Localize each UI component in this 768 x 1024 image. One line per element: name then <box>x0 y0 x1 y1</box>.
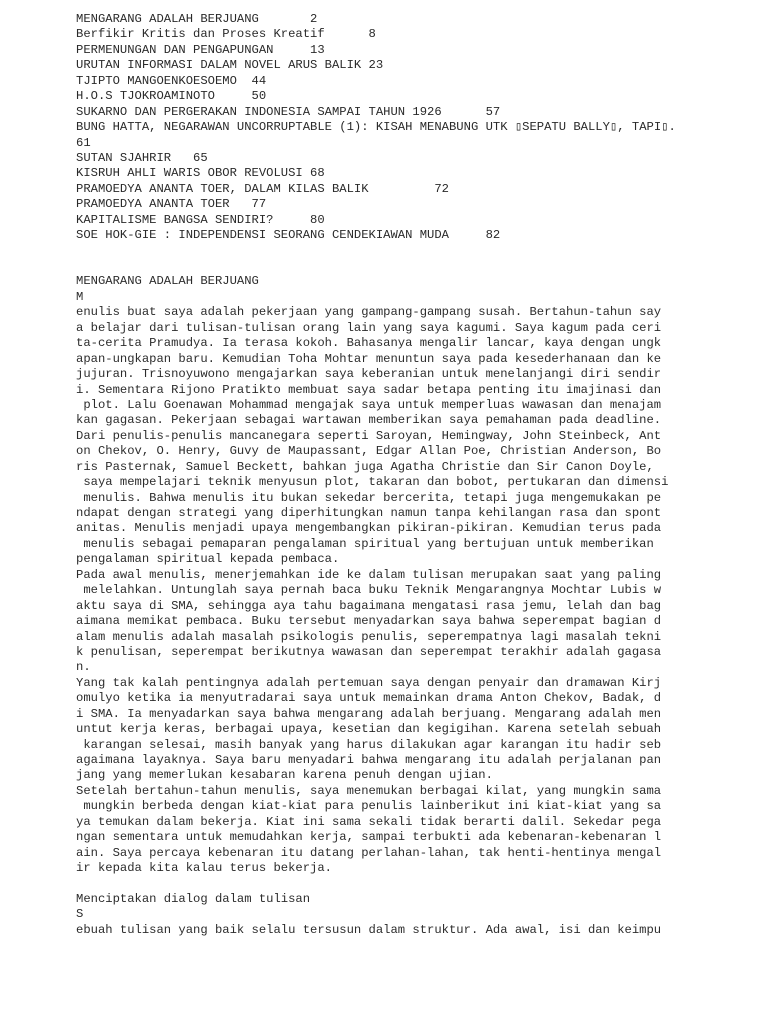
body-line: jang yang memerlukan kesabaran karena penuh dengan ujian. <box>76 768 493 783</box>
body-line: ngan sementara untuk memudahkan kerja, sampai terbukti ada kebenaran-kebenaran l <box>76 830 662 845</box>
body-line: Dari penulis-penulis mancanegara seperti Saroyan, Hemingway, John Steinbeck, Ant <box>76 428 662 443</box>
body-line: saya mempelajari teknik menyusun plot, takaran dan bobot, pertukaran dan dimensi <box>76 475 669 490</box>
body-line: menulis. Bahwa menulis itu bukan sekedar bercerita, tetapi juga mengemukakan pe <box>76 490 662 505</box>
body-line: ain. Saya percaya kebenaran itu datang perlahan-lahan, tak henti-hentinya mengal <box>76 845 662 860</box>
body-line: on Chekov, O. Henry, Guvy de Maupassant, Edgar Allan Poe, Christian Anderson, Bo <box>76 444 662 459</box>
body-line: pengalaman spiritual kepada pembaca. <box>76 552 340 567</box>
body-line: ta-cerita Pramudya. Ia terasa kokoh. Bahasanya mengalir lancar, kaya dengan ungk <box>76 336 662 351</box>
body-line: n. <box>76 660 91 675</box>
toc-entry: TJIPTO MANGOENKOESOEMO 44 <box>76 73 267 88</box>
toc-entry: PRAMOEDYA ANANTA TOER 77 <box>76 197 267 212</box>
body-line: melelahkan. Untunglah saya pernah baca buku Teknik Mengarangnya Mochtar Lubis w <box>76 583 662 598</box>
toc-entry: Berfikir Kritis dan Proses Kreatif 8 <box>76 27 376 42</box>
body-line: i SMA. Ia menyadarkan saya bahwa mengarang adalah berjuang. Mengarang adalah men <box>76 706 662 721</box>
spacer <box>76 259 676 274</box>
toc-entry: SOE HOK-GIE : INDEPENDENSI SEORANG CENDEKIAWAN MUDA 82 <box>76 228 501 243</box>
table-of-contents <box>76 12 676 244</box>
document-page <box>76 12 676 938</box>
section-body <box>76 305 676 876</box>
body-line: mungkin berbeda dengan kiat-kiat para penulis lainberikut ini kiat-kiat yang sa <box>76 799 662 814</box>
body-line: aktu saya di SMA, sehingga aya tahu bagaimana mengatasi rasa jemu, lelah dan bag <box>76 598 662 613</box>
section-dialog <box>76 892 676 938</box>
body-line: alam menulis adalah masalah psikologis penulis, seperempatnya lagi masalah tekni <box>76 629 662 644</box>
toc-entry: SUKARNO DAN PERGERAKAN INDONESIA SAMPAI TAHUN 1926 57 <box>76 104 501 119</box>
section-mengarang <box>76 274 676 876</box>
section-title: Menciptakan dialog dalam tulisan <box>76 891 311 906</box>
toc-entry: 61 <box>76 135 91 150</box>
toc-entry: KAPITALISME BANGSA SENDIRI? 80 <box>76 212 325 227</box>
body-line: kan gagasan. Pekerjaan sebagai wartawan memberikan saya pemahaman pada deadline. <box>76 413 662 428</box>
body-line: plot. Lalu Goenawan Mohammad mengajak saya untuk memperluas wawasan dan menajam <box>76 397 662 412</box>
body-line: ir kepada kita kalau terus bekerja. <box>76 861 332 876</box>
body-line: omulyo ketika ia menyutradarai saya untuk memainkan drama Anton Chekov, Badak, d <box>76 691 662 706</box>
body-line: karangan selesai, masih banyak yang harus dilakukan agar karangan itu hadir seb <box>76 737 662 752</box>
body-line: i. Sementara Rijono Pratikto membuat saya sadar betapa penting itu imajinasi dan <box>76 382 662 397</box>
body-line: Setelah bertahun-tahun menulis, saya menemukan berbagai kilat, yang mungkin sama <box>76 783 662 798</box>
body-line: jujuran. Trisnoyuwono mengajarkan saya keberanian untuk menelanjangi diri sendir <box>76 367 662 382</box>
toc-entry: SUTAN SJAHRIR 65 <box>76 150 208 165</box>
body-line: menulis sebagai pemaparan pengalaman spiritual yang bertujuan untuk memberikan <box>76 536 654 551</box>
toc-entry: PERMENUNGAN DAN PENGAPUNGAN 13 <box>76 42 325 57</box>
body-line: Pada awal menulis, menerjemahkan ide ke dalam tulisan merupakan saat yang paling <box>76 567 662 582</box>
body-line: Yang tak kalah pentingnya adalah pertemuan saya dengan penyair dan dramawan Kirj <box>76 675 662 690</box>
spacer <box>76 877 676 892</box>
body-line: a belajar dari tulisan-tulisan orang lain yang saya kagumi. Saya kagum pada ceri <box>76 320 662 335</box>
body-line: k penulisan, seperempat berikutnya wawasan dan seperempat terakhir adalah gagasa <box>76 644 662 659</box>
body-line: untut kerja keras, berbagai upaya, kesetian dan kegigihan. Karena setelah sebuah <box>76 722 662 737</box>
toc-entry: BUNG HATTA, NEGARAWAN UNCORRUPTABLE (1): KISAH MENABUNG UTK ▯SEPATU BALLY▯, TAPI▯. <box>76 120 676 135</box>
toc-entry: H.O.S TJOKROAMINOTO 50 <box>76 89 267 104</box>
body-line: ndapat dengan strategi yang diperhitungkan namun tanpa kehilangan rasa dan spont <box>76 506 662 520</box>
body-line: apan-ungkapan baru. Kemudian Toha Mohtar menuntun saya pada kesederhanaan dan ke <box>76 351 662 366</box>
spacer <box>76 244 676 259</box>
dropcap-letter: S <box>76 907 84 922</box>
body-line: anitas. Menulis menjadi upaya mengembangkan pikiran-pikiran. Kemudian terus pada <box>76 521 662 536</box>
body-line: ebuah tulisan yang baik selalu tersusun dalam struktur. Ada awal, isi dan keimpu <box>76 922 662 937</box>
toc-entry: PRAMOEDYA ANANTA TOER, DALAM KILAS BALIK 72 <box>76 181 449 196</box>
toc-entry: MENGARANG ADALAH BERJUANG 2 <box>76 12 318 26</box>
section-title: MENGARANG ADALAH BERJUANG <box>76 274 259 289</box>
dropcap-letter: M <box>76 289 84 304</box>
toc-entry: KISRUH AHLI WARIS OBOR REVOLUSI 68 <box>76 166 325 181</box>
body-line: ris Pasternak, Samuel Beckett, bahkan juga Agatha Christie dan Sir Canon Doyle, <box>76 459 654 474</box>
body-line: aimana memikat pembaca. Buku tersebut menyadarkan saya bahwa seperempat bagian d <box>76 614 662 629</box>
body-line: agaimana layaknya. Saya baru menyadari bahwa mengarang itu adalah perjalanan pan <box>76 753 662 767</box>
toc-entry: URUTAN INFORMASI DALAM NOVEL ARUS BALIK 23 <box>76 58 384 73</box>
section-body <box>76 923 676 938</box>
body-line: enulis buat saya adalah pekerjaan yang gampang-gampang susah. Bertahun-tahun say <box>76 305 662 320</box>
body-line: ya temukan dalam bekerja. Kiat ini sama sekali tidak berarti dalil. Sekedar pega <box>76 814 662 829</box>
